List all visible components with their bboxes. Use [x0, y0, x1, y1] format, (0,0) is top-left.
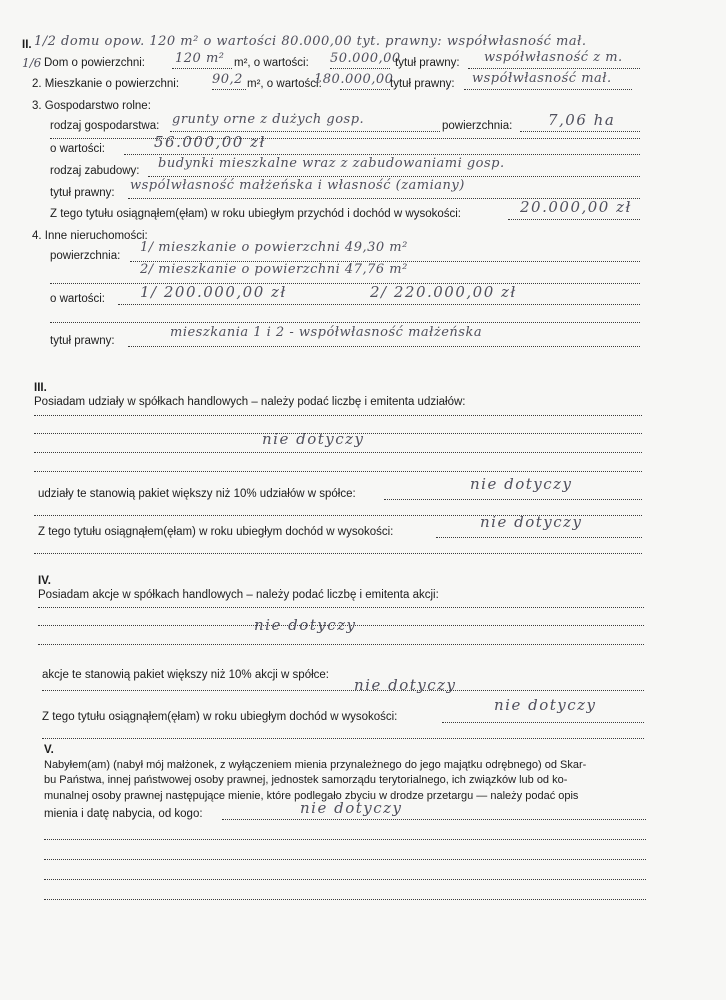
section-v-answer-line: [222, 819, 646, 820]
mieszkanie-title-line: [464, 89, 632, 90]
section-v-text-line1: Nabyłem(am) (nabył mój małżonek, z wyłączeniem mienia przynależnego do jego majątku odrębnego) od Skar-: [44, 759, 587, 771]
mieszkanie-value-line: [340, 89, 390, 90]
udzialy-dochod-value: nie dotyczy: [480, 513, 583, 531]
gospodarstwo-wartosc-label: o wartości:: [50, 143, 105, 155]
akcje-line3: [38, 644, 644, 645]
akcje-pakiet-value: nie dotyczy: [354, 676, 457, 694]
akcje-dochod-label: Z tego tytułu osiągnąłem(ęłam) w roku ubiegłym dochód w wysokości:: [42, 711, 398, 723]
mieszkanie-value: 180.000,00: [314, 72, 394, 87]
dom-value: 50.000,00: [330, 51, 401, 66]
udzialy-dochod-line: [436, 537, 642, 538]
dom-title-line: [468, 68, 640, 69]
gospodarstwo-dochod-label: Z tego tytułu osiągnąłem(ęłam) w roku ubiegłym przychód i dochód w wysokości:: [50, 208, 461, 220]
gospodarstwo-rodzaj-label: rodzaj gospodarstwa:: [50, 120, 160, 132]
section-v-line4: [44, 879, 646, 880]
mieszkanie-unit-label: m², o wartości:: [247, 78, 322, 90]
gospodarstwo-powierzchnia-label: powierzchnia:: [442, 120, 513, 132]
akcje-dochod-value: nie dotyczy: [494, 696, 597, 714]
mieszkanie-label: 2. Mieszkanie o powierzchni:: [32, 78, 180, 90]
mieszkanie-area-line: [212, 89, 246, 90]
gospodarstwo-wartosc-line: [124, 154, 640, 155]
section-iv-heading: IV.: [38, 575, 52, 587]
section-v-text-line2: bu Państwa, innej państwowej osoby prawnej, jednostek samorządu terytorialnego, ich związków lub od ko-: [44, 774, 568, 786]
udzialy-line1: [34, 415, 642, 416]
section-ii-heading: II.: [22, 39, 32, 51]
section-v-heading: V.: [44, 744, 54, 756]
inne-wartosc-line: [118, 304, 640, 305]
inne-powierzchnia-line2: [50, 283, 640, 284]
gospodarstwo-zabudowa-label: rodzaj zabudowy:: [50, 165, 140, 177]
akcje-dochod-line: [442, 722, 644, 723]
inne-wartosc-value2: 2/ 220.000,00 zł: [370, 283, 517, 301]
udzialy-line4: [34, 471, 642, 472]
section-v-text-line3: munalnej osoby prawnej następujące mienie, które podlegało zbyciu w drodze przetargu — należy podać opis: [44, 790, 579, 802]
udzialy-label: Posiadam udziały w spółkach handlowych – należy podać liczbę i emitenta udziałów:: [34, 396, 466, 408]
section-v-line5: [44, 899, 646, 900]
inne-tytul-label: tytuł prawny:: [50, 335, 115, 347]
handwritten-mark: 1/6: [22, 56, 42, 70]
udzialy-pakiet-label: udziały te stanowią pakiet większy niż 10% udziałów w spółce:: [38, 488, 356, 500]
mieszkanie-title-label: tytuł prawny:: [390, 78, 455, 90]
gospodarstwo-blank-line: [50, 138, 640, 139]
inne-blank-line: [50, 322, 640, 323]
gospodarstwo-dochod-value: 20.000,00 zł: [520, 198, 632, 216]
inne-tytul-value: mieszkania 1 i 2 - współwłasność małżeńska: [170, 325, 483, 340]
udzialy-dochod-line2: [34, 553, 642, 554]
akcje-value: nie dotyczy: [254, 616, 357, 634]
section-iii-heading: III.: [34, 382, 47, 394]
akcje-pakiet-label: akcje te stanowią pakiet większy niż 10% akcji w spółce:: [42, 669, 329, 681]
dom-title-value: współwłasność z m.: [484, 50, 623, 65]
dom-area-value: 120 m²: [175, 51, 225, 66]
dom-unit-label: m², o wartości:: [234, 57, 309, 69]
gospodarstwo-zabudowa-value: budynki mieszkalne wraz z zabudowaniami gosp.: [158, 156, 505, 171]
akcje-dochod-line2: [42, 738, 644, 739]
inne-label: 4. Inne nieruchomości:: [32, 230, 148, 242]
dom-value-line: [330, 68, 390, 69]
gospodarstwo-powierzchnia-value: 7,06 ha: [548, 111, 616, 129]
dom-area-line: [172, 68, 232, 69]
gospodarstwo-label: 3. Gospodarstwo rolne:: [32, 100, 151, 112]
inne-powierzchnia-label: powierzchnia:: [50, 250, 121, 262]
mieszkanie-area-value: 90,2: [212, 72, 243, 87]
gospodarstwo-zabudowa-line: [148, 176, 640, 177]
akcje-pakiet-line: [42, 690, 644, 691]
akcje-line1: [38, 607, 644, 608]
gospodarstwo-rodzaj-value: grunty orne z dużych gosp.: [172, 112, 365, 127]
udzialy-pakiet-line: [384, 499, 642, 500]
inne-wartosc-value1: 1/ 200.000,00 zł: [140, 283, 287, 301]
gospodarstwo-tytul-label: tytuł prawny:: [50, 187, 115, 199]
gospodarstwo-rodzaj-line: [170, 131, 440, 132]
gospodarstwo-powierzchnia-line: [520, 131, 640, 132]
udzialy-pakiet-value: nie dotyczy: [470, 475, 573, 493]
section-v-line2: [44, 839, 646, 840]
inne-wartosc-label: o wartości:: [50, 293, 105, 305]
section-v-text-line4: mienia i datę nabycia, od kogo:: [44, 808, 203, 820]
section-v-value: nie dotyczy: [300, 799, 403, 817]
akcje-label: Posiadam akcje w spółkach handlowych – należy podać liczbę i emitenta akcji:: [38, 589, 439, 601]
mieszkanie-title-value: współwłasność mał.: [472, 71, 612, 86]
handwritten-house-share: 1/2 domu opow. 120 m² o wartości 80.000,00 tyt. prawny: współwłasność mał.: [34, 34, 587, 49]
udzialy-value: nie dotyczy: [262, 430, 365, 448]
dom-label: Dom o powierzchni:: [44, 57, 145, 69]
gospodarstwo-tytul-value: wspólwłasność małżeńska i własność (zamiany): [130, 178, 465, 193]
gospodarstwo-dochod-line: [508, 219, 640, 220]
dom-title-label: tytuł prawny:: [395, 57, 460, 69]
udzialy-dochod-label: Z tego tytułu osiągnąłem(ęłam) w roku ubiegłym dochód w wysokości:: [38, 526, 394, 538]
section-v-line3: [44, 859, 646, 860]
gospodarstwo-wartosc-value: 56.000,00 zł: [154, 133, 266, 151]
udzialy-line3: [34, 452, 642, 453]
inne-powierzchnia-value1: 1/ mieszkanie o powierzchni 49,30 m²: [140, 240, 408, 255]
inne-tytul-line: [128, 346, 640, 347]
inne-powierzchnia-value2: 2/ mieszkanie o powierzchni 47,76 m²: [140, 262, 408, 277]
